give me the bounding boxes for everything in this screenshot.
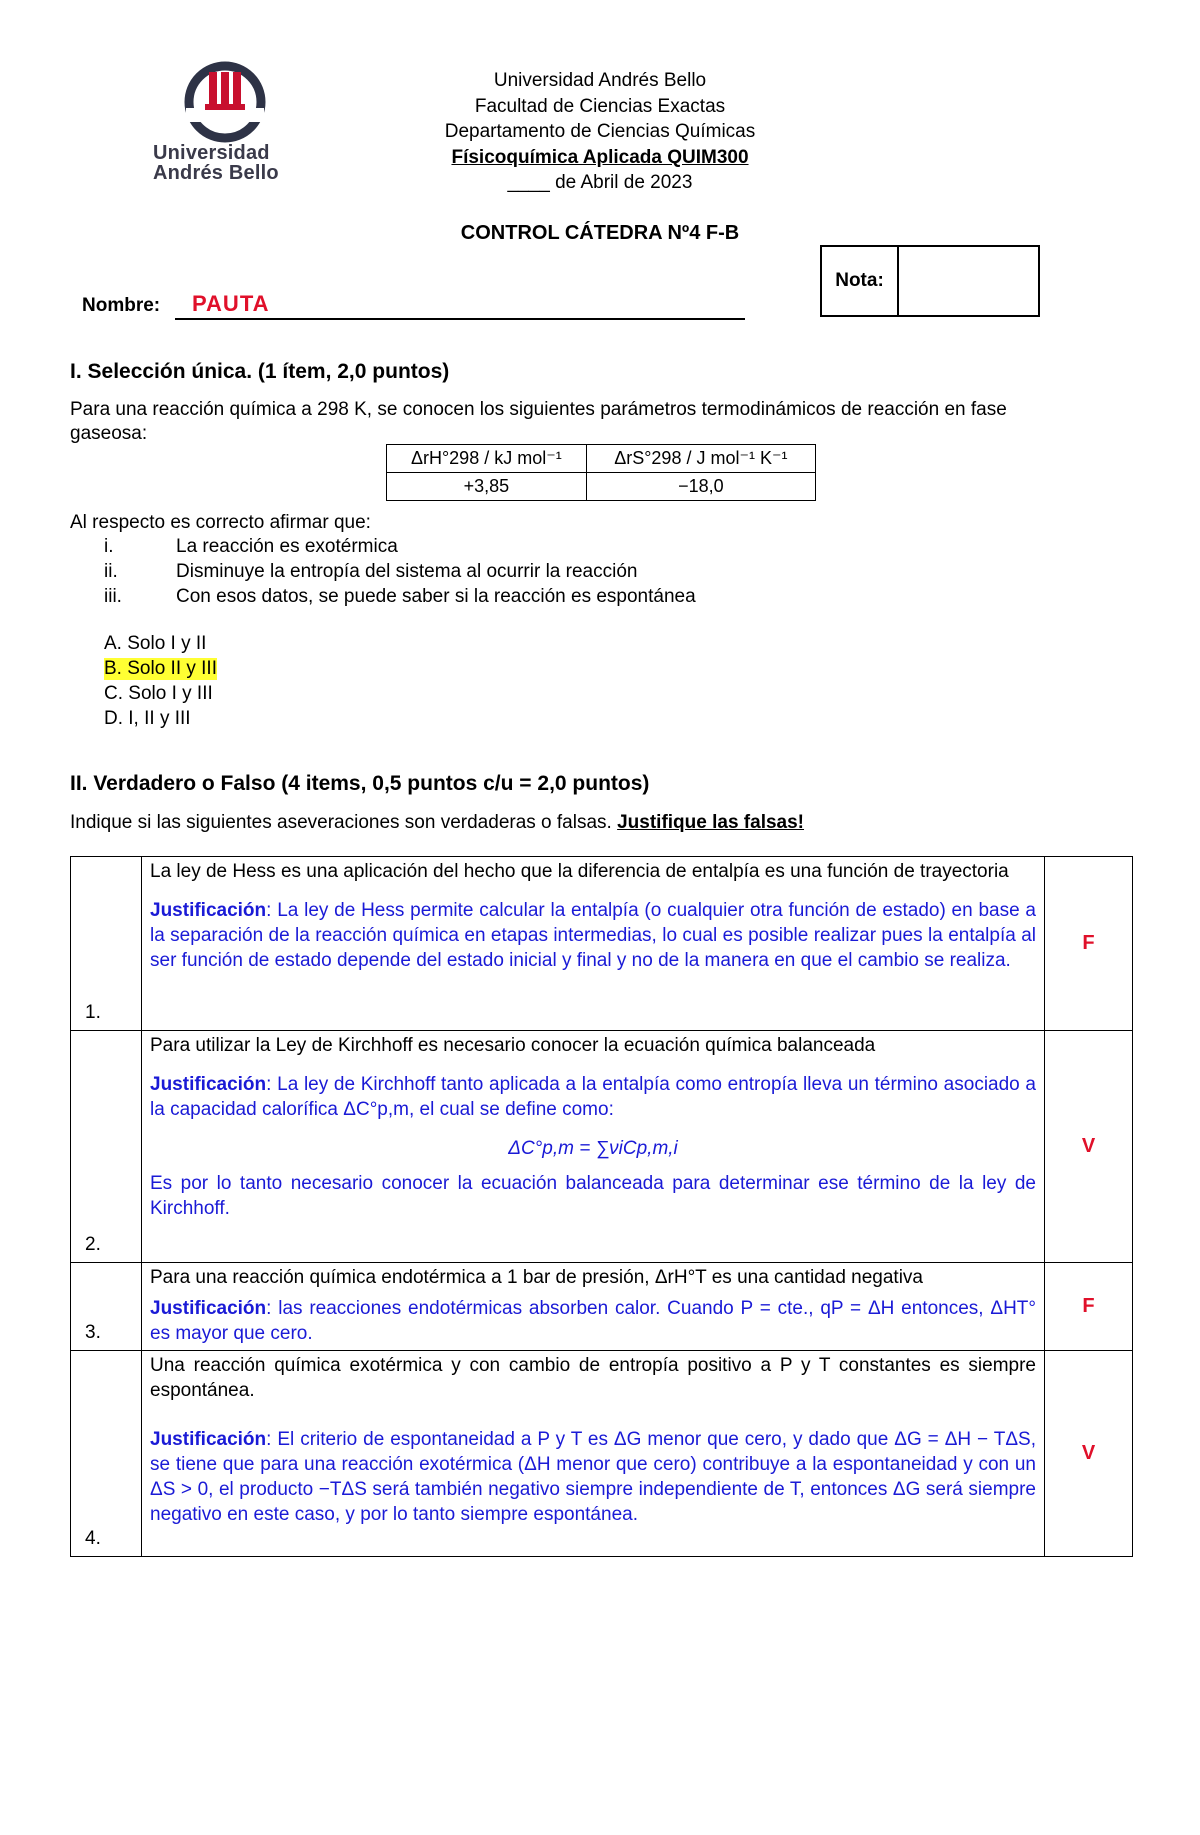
name-value: PAUTA (192, 291, 270, 316)
faculty-name: Facultad de Ciencias Exactas (474, 96, 726, 117)
statement-text: Con esos datos, se puede saber si la reacción es espontánea (176, 586, 696, 607)
justification: Justificación: La ley de Hess permite calcular la entalpía (o cualquier otra función de estado) en base a la separación de la reacción química en etapas intermedias, lo cual es posible realizar pues la entalpía al ser función de estado depende del estado inicial y final y no de la manera en que el cambio se realiza. (150, 900, 1036, 971)
grade-label: Nota: (822, 247, 899, 315)
logo-wordmark: Universidad Andrés Bello (153, 142, 279, 184)
row-number: 4. (71, 1351, 142, 1557)
table-row (71, 1351, 1133, 1557)
row-number: 1. (71, 857, 142, 1031)
statement-text: Para utilizar la Ley de Kirchhoff es necesario conocer la ecuación química balanceada (150, 1035, 876, 1056)
name-label: Nombre: (82, 295, 161, 316)
statement-text: La ley de Hess es una aplicación del hecho que la diferencia de entalpía es una función de trayectoria (150, 861, 1009, 882)
section-1-intro-line2: gaseosa: (70, 423, 148, 444)
statement-number: ii. (104, 561, 118, 582)
exam-date: ____ de Abril de 2023 (507, 172, 693, 193)
statement-text: Disminuye la entropía del sistema al ocurrir la reacción (176, 561, 638, 582)
row-content (142, 1031, 1045, 1263)
section-1-heading: I. Selección única. (1 ítem, 2,0 puntos) (70, 360, 450, 383)
justification: Justificación: El criterio de espontaneidad a P y T es ΔG menor que cero, y dado que ΔG = ΔH − TΔS, se tiene que para una reacción exotérmica (ΔH menor que cero) contribuye a la espontaneidad y con un ΔS > 0, el producto −TΔS será también negativo siempre independiente de T, entonces ΔG será siempre negativo en este caso, y por lo tanto siempre espontánea. (150, 1429, 1036, 1525)
row-content (142, 1351, 1045, 1557)
statement-text: Una reacción química exotérmica y con cambio de entropía positivo a P y T constantes es siempre espontánea. (150, 1355, 1036, 1401)
justification-continued: Es por lo tanto necesario conocer la ecuación balanceada para determinar ese término de la ley de Kirchhoff. (150, 1173, 1036, 1219)
table-row (71, 1263, 1133, 1351)
row-number: 3. (71, 1263, 142, 1351)
section-2-intro: Indique si las siguientes aseveraciones son verdaderas o falsas. Justifique las falsas! (70, 812, 805, 833)
grade-field (899, 247, 1038, 315)
option-a: A. Solo I y II (104, 633, 207, 654)
justification: Justificación: La ley de Kirchhoff tanto aplicada a la entalpía como entropía lleva un término asociado a la capacidad calorífica ΔC°p,m, el cual se define como: (150, 1074, 1036, 1120)
justification: Justificación: las reacciones endotérmicas absorben calor. Cuando P = cte., qP = ΔH entonces, ΔHT° es mayor que cero. (150, 1298, 1036, 1344)
table-row (71, 1031, 1133, 1263)
table-header-entropy: ΔrS°298 / J mol⁻¹ K⁻¹ (586, 445, 815, 473)
answer: F (1045, 1263, 1133, 1351)
option-c: C. Solo I y III (104, 683, 213, 704)
table-value-enthalpy: +3,85 (387, 473, 587, 501)
row-content (142, 857, 1045, 1031)
respecto-text: Al respecto es correcto afirmar que: (70, 512, 371, 533)
parameters-table (386, 444, 816, 501)
department-name: Departamento de Ciencias Químicas (444, 121, 756, 142)
option-d: D. I, II y III (104, 708, 191, 729)
statement-number: iii. (104, 586, 122, 607)
section-2-heading: II. Verdadero o Falso (4 items, 0,5 puntos c/u = 2,0 puntos) (70, 772, 650, 795)
section-2-intro-emphasis: Justifique las falsas! (617, 812, 805, 833)
table-header-enthalpy: ΔrH°298 / kJ mol⁻¹ (387, 445, 587, 473)
statement-text: La reacción es exotérmica (176, 536, 398, 557)
table-value-entropy: −18,0 (586, 473, 815, 501)
true-false-table (70, 856, 1133, 1557)
university-name: Universidad Andrés Bello (493, 70, 707, 91)
row-content (142, 1263, 1045, 1351)
section-1-intro-line1: Para una reacción química a 298 K, se conocen los siguientes parámetros termodinámicos de reacción en fase (70, 399, 1007, 420)
page-title: CONTROL CÁTEDRA Nº4 F-B (460, 222, 740, 244)
answer: V (1045, 1351, 1133, 1557)
answer: V (1045, 1031, 1133, 1263)
table-row (71, 857, 1133, 1031)
row-number: 2. (71, 1031, 142, 1263)
formula: ΔC°p,m = ∑νiCp,m,i (508, 1138, 678, 1159)
statement-text: Para una reacción química endotérmica a 1 bar de presión, ΔrH°T es una cantidad negativa (150, 1267, 923, 1288)
answer: F (1045, 857, 1133, 1031)
grade-box (820, 245, 1040, 317)
option-b-correct: B. Solo II y III (104, 658, 217, 679)
course-name: Físicoquímica Aplicada QUIM300 (451, 147, 749, 168)
statement-number: i. (104, 536, 114, 557)
